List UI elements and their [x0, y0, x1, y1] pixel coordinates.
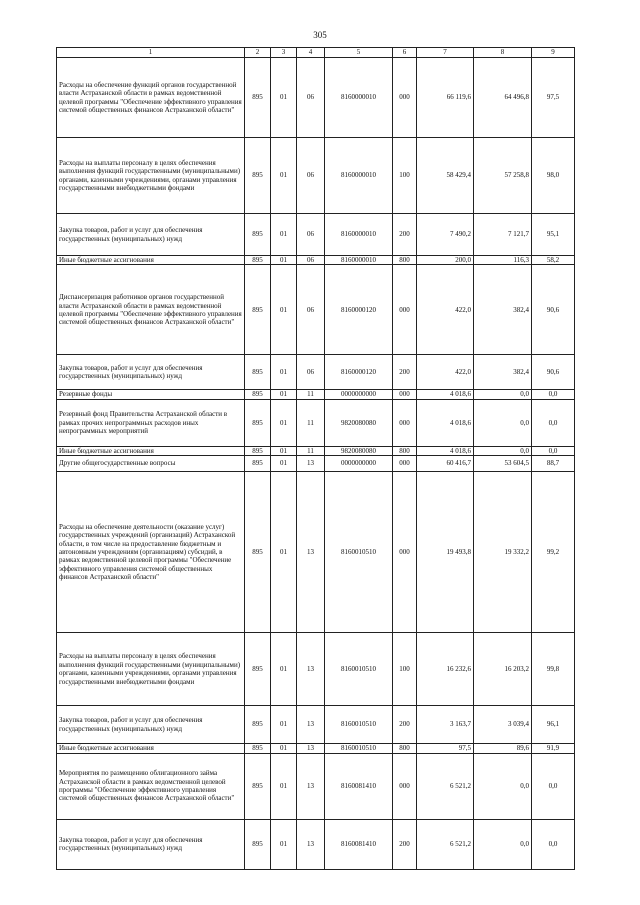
ministry-code-cell: 895: [245, 706, 271, 744]
target-article-cell: 9820080080: [325, 399, 393, 446]
section-code-cell: 01: [271, 355, 297, 390]
planned-amount-cell: 60 416,7: [417, 456, 474, 472]
target-article-cell: 9820080080: [325, 446, 393, 455]
planned-amount-cell: 7 490,2: [417, 214, 474, 256]
expense-type-cell: 000: [393, 456, 417, 472]
actual-amount-cell: 89,6: [474, 744, 532, 753]
subsection-code-cell: 13: [297, 706, 325, 744]
table-row: [57, 265, 575, 355]
execution-percent-cell: 99,2: [532, 472, 575, 633]
table-row: [57, 472, 575, 633]
planned-amount-cell: 58 429,4: [417, 138, 474, 214]
planned-amount-cell: 66 119,6: [417, 58, 474, 138]
row-name-cell: Закупка товаров, работ и услуг для обеспечения государственных (муниципальных) нужд: [57, 706, 245, 744]
ministry-code-cell: 895: [245, 214, 271, 256]
target-article-cell: 8160081410: [325, 753, 393, 819]
column-header: 2: [245, 48, 271, 58]
actual-amount-cell: 382,4: [474, 265, 532, 355]
row-name-cell: Иные бюджетные ассигнования: [57, 744, 245, 753]
ministry-code-cell: 895: [245, 256, 271, 265]
section-code-cell: 01: [271, 390, 297, 399]
table-row: [57, 446, 575, 455]
section-code-cell: 01: [271, 446, 297, 455]
row-name-cell: Мероприятия по размещению облигационного займа Астраханской области в рамках ведомственной целевой программы "Обеспечение эффективного управления системой общественных финансов Астраханской области": [57, 753, 245, 819]
row-name-cell: Закупка товаров, работ и услуг для обеспечения государственных (муниципальных) нужд: [57, 214, 245, 256]
ministry-code-cell: 895: [245, 138, 271, 214]
row-name-cell: Расходы на выплаты персоналу в целях обеспечения выполнения функций государственными (муниципальными) органами, казенными учреждениями, органами управления государственными внебюджетными фондами: [57, 138, 245, 214]
ministry-code-cell: 895: [245, 446, 271, 455]
table-row: [57, 706, 575, 744]
expense-type-cell: 100: [393, 138, 417, 214]
ministry-code-cell: 895: [245, 390, 271, 399]
ministry-code-cell: 895: [245, 265, 271, 355]
execution-percent-cell: 96,1: [532, 706, 575, 744]
expense-type-cell: 200: [393, 819, 417, 869]
table-row: [57, 744, 575, 753]
section-code-cell: 01: [271, 753, 297, 819]
row-name-cell: Закупка товаров, работ и услуг для обеспечения государственных (муниципальных) нужд: [57, 355, 245, 390]
expense-type-cell: 000: [393, 753, 417, 819]
planned-amount-cell: 19 493,8: [417, 472, 474, 633]
subsection-code-cell: 13: [297, 456, 325, 472]
planned-amount-cell: 4 018,6: [417, 390, 474, 399]
subsection-code-cell: 06: [297, 256, 325, 265]
expense-type-cell: 100: [393, 633, 417, 706]
target-article-cell: 8160000120: [325, 265, 393, 355]
planned-amount-cell: 97,5: [417, 744, 474, 753]
section-code-cell: 01: [271, 265, 297, 355]
expense-type-cell: 200: [393, 706, 417, 744]
execution-percent-cell: 88,7: [532, 456, 575, 472]
column-header: 4: [297, 48, 325, 58]
actual-amount-cell: 0,0: [474, 390, 532, 399]
expense-type-cell: 800: [393, 744, 417, 753]
column-header: 1: [57, 48, 245, 58]
table-row: [57, 214, 575, 256]
table-body: [57, 58, 575, 870]
ministry-code-cell: 895: [245, 472, 271, 633]
row-name-cell: Закупка товаров, работ и услуг для обеспечения государственных (муниципальных) нужд: [57, 819, 245, 869]
expense-type-cell: 200: [393, 355, 417, 390]
target-article-cell: 8160000120: [325, 355, 393, 390]
target-article-cell: 8160000010: [325, 214, 393, 256]
expense-type-cell: 000: [393, 58, 417, 138]
subsection-code-cell: 06: [297, 265, 325, 355]
target-article-cell: 8160000010: [325, 138, 393, 214]
actual-amount-cell: 7 121,7: [474, 214, 532, 256]
subsection-code-cell: 13: [297, 753, 325, 819]
execution-percent-cell: 0,0: [532, 446, 575, 455]
row-name-cell: Расходы на выплаты персоналу в целях обеспечения выполнения функций государственными (муниципальными) органами, казенными учреждениями, органами управления государственными внебюджетными фондами: [57, 633, 245, 706]
table-row: [57, 256, 575, 265]
target-article-cell: 0000000000: [325, 390, 393, 399]
budget-table: [56, 47, 575, 870]
section-code-cell: 01: [271, 472, 297, 633]
actual-amount-cell: 57 258,8: [474, 138, 532, 214]
planned-amount-cell: 4 018,6: [417, 399, 474, 446]
ministry-code-cell: 895: [245, 456, 271, 472]
column-header: 5: [325, 48, 393, 58]
target-article-cell: 8160010510: [325, 472, 393, 633]
planned-amount-cell: 200,0: [417, 256, 474, 265]
column-header: 7: [417, 48, 474, 58]
expense-type-cell: 000: [393, 472, 417, 633]
actual-amount-cell: 0,0: [474, 446, 532, 455]
expense-type-cell: 000: [393, 265, 417, 355]
page-number: 305: [313, 30, 327, 40]
actual-amount-cell: 3 039,4: [474, 706, 532, 744]
execution-percent-cell: 97,5: [532, 58, 575, 138]
planned-amount-cell: 6 521,2: [417, 753, 474, 819]
execution-percent-cell: 0,0: [532, 399, 575, 446]
expense-type-cell: 800: [393, 256, 417, 265]
table-row: [57, 138, 575, 214]
actual-amount-cell: 53 604,5: [474, 456, 532, 472]
ministry-code-cell: 895: [245, 744, 271, 753]
ministry-code-cell: 895: [245, 633, 271, 706]
column-header: 9: [532, 48, 575, 58]
section-code-cell: 01: [271, 744, 297, 753]
planned-amount-cell: 6 521,2: [417, 819, 474, 869]
actual-amount-cell: 0,0: [474, 753, 532, 819]
execution-percent-cell: 0,0: [532, 819, 575, 869]
section-code-cell: 01: [271, 633, 297, 706]
execution-percent-cell: 0,0: [532, 390, 575, 399]
target-article-cell: 8160000010: [325, 58, 393, 138]
ministry-code-cell: 895: [245, 753, 271, 819]
actual-amount-cell: 64 496,8: [474, 58, 532, 138]
column-header: 8: [474, 48, 532, 58]
column-header: 6: [393, 48, 417, 58]
actual-amount-cell: 382,4: [474, 355, 532, 390]
row-name-cell: Резервные фонды: [57, 390, 245, 399]
ministry-code-cell: 895: [245, 58, 271, 138]
execution-percent-cell: 91,9: [532, 744, 575, 753]
target-article-cell: 0000000000: [325, 456, 393, 472]
actual-amount-cell: 116,3: [474, 256, 532, 265]
row-name-cell: Иные бюджетные ассигнования: [57, 256, 245, 265]
planned-amount-cell: 422,0: [417, 355, 474, 390]
table-row: [57, 456, 575, 472]
expense-type-cell: 000: [393, 399, 417, 446]
actual-amount-cell: 0,0: [474, 819, 532, 869]
actual-amount-cell: 0,0: [474, 399, 532, 446]
table-row: [57, 390, 575, 399]
ministry-code-cell: 895: [245, 399, 271, 446]
expense-type-cell: 200: [393, 214, 417, 256]
table-row: [57, 355, 575, 390]
execution-percent-cell: 98,0: [532, 138, 575, 214]
subsection-code-cell: 11: [297, 390, 325, 399]
actual-amount-cell: 19 332,2: [474, 472, 532, 633]
row-name-cell: Другие общегосударственные вопросы: [57, 456, 245, 472]
subsection-code-cell: 06: [297, 138, 325, 214]
subsection-code-cell: 06: [297, 58, 325, 138]
subsection-code-cell: 13: [297, 633, 325, 706]
section-code-cell: 01: [271, 399, 297, 446]
row-name-cell: Иные бюджетные ассигнования: [57, 446, 245, 455]
subsection-code-cell: 13: [297, 744, 325, 753]
section-code-cell: 01: [271, 456, 297, 472]
execution-percent-cell: 90,6: [532, 355, 575, 390]
section-code-cell: 01: [271, 706, 297, 744]
planned-amount-cell: 3 163,7: [417, 706, 474, 744]
row-name-cell: Диспансеризация работников органов государственной власти Астраханской области в рамках ведомственной целевой программы "Обеспечение эффективного управления системой общественных финансов Астраханской области": [57, 265, 245, 355]
column-header: 3: [271, 48, 297, 58]
section-code-cell: 01: [271, 138, 297, 214]
target-article-cell: 8160000010: [325, 256, 393, 265]
table-row: [57, 399, 575, 446]
subsection-code-cell: 13: [297, 472, 325, 633]
section-code-cell: 01: [271, 256, 297, 265]
subsection-code-cell: 06: [297, 214, 325, 256]
subsection-code-cell: 11: [297, 446, 325, 455]
table-row: [57, 58, 575, 138]
header-row: [57, 48, 575, 58]
execution-percent-cell: 90,6: [532, 265, 575, 355]
row-name-cell: Расходы на обеспечение деятельности (оказание услуг) государственных учреждений (организаций) Астраханской области, в том числе на предоставление бюджетным и автономным учреждениям (организациям) субсидий, в рамках ведомственной целевой программы "Обеспечение эффективного управления системой общественных финансов Астраханской области": [57, 472, 245, 633]
target-article-cell: 8160081410: [325, 819, 393, 869]
expense-type-cell: 000: [393, 390, 417, 399]
target-article-cell: 8160010510: [325, 744, 393, 753]
row-name-cell: Расходы на обеспечение функций органов государственной власти Астраханской области в рамках ведомственной целевой программы "Обеспечение эффективного управления системой общественных финансов Астраханской области": [57, 58, 245, 138]
execution-percent-cell: 95,1: [532, 214, 575, 256]
target-article-cell: 8160010510: [325, 633, 393, 706]
execution-percent-cell: 0,0: [532, 753, 575, 819]
table-row: [57, 633, 575, 706]
execution-percent-cell: 99,8: [532, 633, 575, 706]
row-name-cell: Резервный фонд Правительства Астраханской области в рамках прочих непрограммных расходов иных непрограммных мероприятий: [57, 399, 245, 446]
table-row: [57, 753, 575, 819]
section-code-cell: 01: [271, 819, 297, 869]
target-article-cell: 8160010510: [325, 706, 393, 744]
subsection-code-cell: 06: [297, 355, 325, 390]
ministry-code-cell: 895: [245, 355, 271, 390]
execution-percent-cell: 58,2: [532, 256, 575, 265]
actual-amount-cell: 16 203,2: [474, 633, 532, 706]
table-row: [57, 819, 575, 869]
planned-amount-cell: 422,0: [417, 265, 474, 355]
section-code-cell: 01: [271, 58, 297, 138]
subsection-code-cell: 13: [297, 819, 325, 869]
planned-amount-cell: 4 018,6: [417, 446, 474, 455]
expense-type-cell: 800: [393, 446, 417, 455]
subsection-code-cell: 11: [297, 399, 325, 446]
section-code-cell: 01: [271, 214, 297, 256]
planned-amount-cell: 16 232,6: [417, 633, 474, 706]
ministry-code-cell: 895: [245, 819, 271, 869]
